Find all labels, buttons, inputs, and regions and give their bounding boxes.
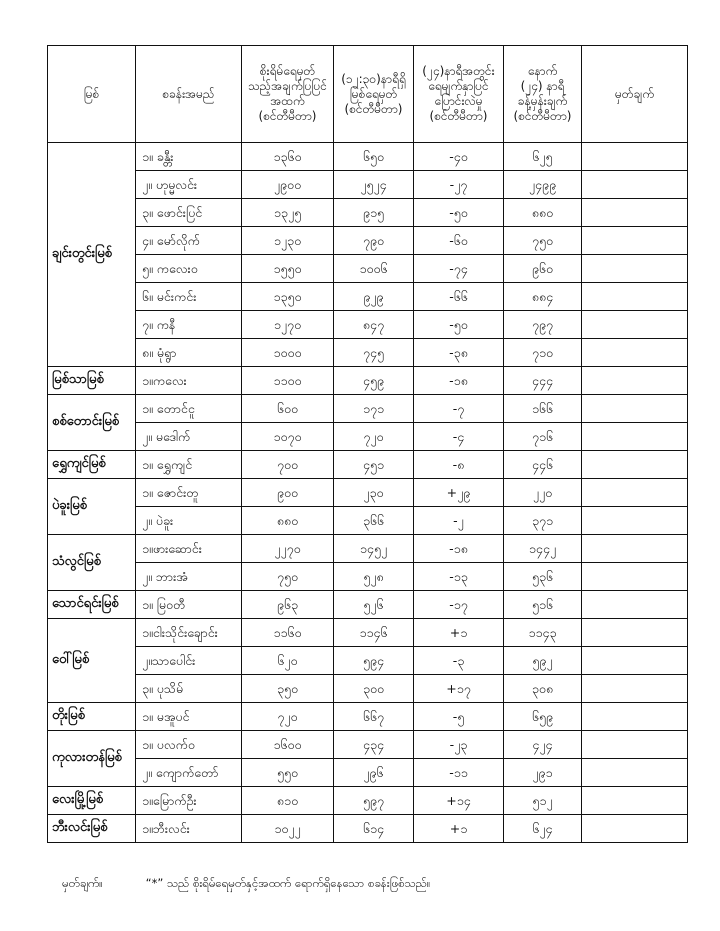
table-row — [48, 199, 688, 227]
table-row — [48, 479, 688, 507]
river-name: လေးမြို့မြစ် — [48, 787, 136, 815]
header-row — [48, 46, 688, 143]
river-name: သံလွင်မြစ် — [48, 535, 136, 591]
river-name: ချင်းတွင်းမြစ် — [48, 143, 136, 367]
forecast-cell: ၁၁၄၃ — [504, 619, 582, 647]
remarks-cell — [582, 647, 688, 675]
forecast-cell: ၁၆၆ — [504, 395, 582, 423]
table-row — [48, 283, 688, 311]
station-name: ၂။ ကျောက်တော် — [136, 759, 242, 787]
table-row — [48, 227, 688, 255]
table-row — [48, 647, 688, 675]
danger-level-cell: ၁၆၀၀ — [242, 731, 334, 759]
forecast-cell: ၃၀၈ — [504, 675, 582, 703]
forecast-cell: ၇၁၆ — [504, 423, 582, 451]
danger-level-cell: ၆၂၀ — [242, 647, 334, 675]
current-level-cell: ၆၅၀ — [334, 143, 414, 171]
station-name: ၁။ တောင်ငူ — [136, 395, 242, 423]
danger-level-cell: ၁၀၇၀ — [242, 423, 334, 451]
change-cell: -၄ — [414, 423, 504, 451]
forecast-cell: ၈၈၀ — [504, 199, 582, 227]
danger-level-cell: ၁၅၅၀ — [242, 255, 334, 283]
current-level-cell: ၈၄၇ — [334, 311, 414, 339]
river-name: ကုလားတန်မြစ် — [48, 731, 136, 787]
current-level-cell: ၅၂၆ — [334, 591, 414, 619]
danger-level-cell: ၁၀၂၂ — [242, 815, 334, 843]
current-level-cell: ၂၉၆ — [334, 759, 414, 787]
water-level-sheet — [47, 45, 687, 875]
forecast-cell: ၈၈၄ — [504, 283, 582, 311]
current-level-cell: ၁၄၅၂ — [334, 535, 414, 563]
change-cell: +၁ — [414, 815, 504, 843]
danger-level-cell: ၅၅၀ — [242, 759, 334, 787]
station-name: ၁။မြောက်ဦး — [136, 787, 242, 815]
remarks-cell — [582, 451, 688, 479]
remarks-cell — [582, 675, 688, 703]
footnote — [62, 876, 430, 893]
danger-level-cell: ၂၉၀၀ — [242, 171, 334, 199]
current-level-cell: ၄၅၉ — [334, 367, 414, 395]
station-name: ၁။ငါးသိုင်းချောင်း — [136, 619, 242, 647]
change-cell: -၁၈ — [414, 535, 504, 563]
station-name: ၁။ ခန္တီး — [136, 143, 242, 171]
remarks-cell — [582, 143, 688, 171]
station-name: ၁။ ပလက်ဝ — [136, 731, 242, 759]
forecast-cell: ၂၄၉၉ — [504, 171, 582, 199]
header-remarks: မှတ်ချက် — [582, 46, 688, 143]
table-row — [48, 591, 688, 619]
current-level-cell: ၁၇၁ — [334, 395, 414, 423]
current-level-cell: ၃၀၀ — [334, 675, 414, 703]
current-level-cell: ၇၂၀ — [334, 423, 414, 451]
remarks-cell — [582, 171, 688, 199]
station-name: ၁။ မြဝတီ — [136, 591, 242, 619]
table-row — [48, 815, 688, 843]
forecast-cell: ၄၂၄ — [504, 731, 582, 759]
current-level-cell: ၁၁၄၆ — [334, 619, 414, 647]
table-row — [48, 255, 688, 283]
danger-level-cell: ၈၈၀ — [242, 507, 334, 535]
forecast-cell: ၂၉၁ — [504, 759, 582, 787]
change-cell: -၅ — [414, 703, 504, 731]
change-cell: +၂၉ — [414, 479, 504, 507]
forecast-cell: ၅၁၂ — [504, 787, 582, 815]
danger-level-cell: ၃၅၀ — [242, 675, 334, 703]
forecast-cell: ၇၁၀ — [504, 339, 582, 367]
station-name: ၃။ ပုသိမ် — [136, 675, 242, 703]
danger-level-cell: ၇၅၀ — [242, 563, 334, 591]
current-level-cell: ၅၉၇ — [334, 787, 414, 815]
table-row — [48, 535, 688, 563]
change-cell: +၁ — [414, 619, 504, 647]
danger-level-cell: ၁၃၂၅ — [242, 199, 334, 227]
remarks-cell — [582, 367, 688, 395]
forecast-cell: ၇၉၇ — [504, 311, 582, 339]
remarks-cell — [582, 339, 688, 367]
table-row — [48, 507, 688, 535]
table-row — [48, 703, 688, 731]
header-forecast: နောက် (၂၄) နာရီ ခန့်မှန်းချက် (စင်တီမီတာ) — [504, 46, 582, 143]
danger-level-cell: ၁၂၃၀ — [242, 227, 334, 255]
header-danger-level: စိုးရိမ်ရေမှတ် သည့်အချက်ပြပြင် အထက် (စင်တီမီတာ) — [242, 46, 334, 143]
current-level-cell: ၉၂၉ — [334, 283, 414, 311]
forecast-cell: ၄၄၄ — [504, 367, 582, 395]
change-cell: -၁၁ — [414, 759, 504, 787]
change-cell: -၃ — [414, 647, 504, 675]
station-name: ၂။ ပဲခူး — [136, 507, 242, 535]
change-cell: -၂ — [414, 507, 504, 535]
forecast-cell: ၅၁၆ — [504, 591, 582, 619]
change-cell: -၃၈ — [414, 339, 504, 367]
remarks-cell — [582, 591, 688, 619]
river-name: ပဲခူးမြစ် — [48, 479, 136, 535]
station-name: ၁။ မအူပင် — [136, 703, 242, 731]
current-level-cell: ၄၅၁ — [334, 451, 414, 479]
river-water-level-table — [47, 45, 688, 843]
current-level-cell: ၇၄၅ — [334, 339, 414, 367]
remarks-cell — [582, 563, 688, 591]
station-name: ၁။ ရွှေကျင် — [136, 451, 242, 479]
change-cell: -၄၀ — [414, 143, 504, 171]
station-name: ၂။သာပေါင်း — [136, 647, 242, 675]
forecast-cell: ၄၄၆ — [504, 451, 582, 479]
change-cell: -၅၀ — [414, 199, 504, 227]
change-cell: +၁၄ — [414, 787, 504, 815]
station-name: ၁။ ဇောင်းတူ — [136, 479, 242, 507]
change-cell: -၆၆ — [414, 283, 504, 311]
forecast-cell: ၉၆၀ — [504, 255, 582, 283]
station-name: ၁။ကလေး — [136, 367, 242, 395]
current-level-cell: ၆၆၇ — [334, 703, 414, 731]
table-row — [48, 171, 688, 199]
forecast-cell: ၆၅၉ — [504, 703, 582, 731]
danger-level-cell: ၈၁၀ — [242, 787, 334, 815]
station-name: ၈။ မုံရွာ — [136, 339, 242, 367]
remarks-cell — [582, 507, 688, 535]
remarks-cell — [582, 423, 688, 451]
forecast-cell: ၅၉၂ — [504, 647, 582, 675]
current-level-cell: ၆၁၄ — [334, 815, 414, 843]
change-cell: -၂၃ — [414, 731, 504, 759]
current-level-cell: ၅၂၈ — [334, 563, 414, 591]
station-name: ၁။ဘီးလင်း — [136, 815, 242, 843]
river-name: သောင်ရင်းမြစ် — [48, 591, 136, 619]
change-cell: +၁၇ — [414, 675, 504, 703]
remarks-cell — [582, 311, 688, 339]
station-name: ၂။ မဒေါက် — [136, 423, 242, 451]
table-row — [48, 395, 688, 423]
remarks-cell — [582, 479, 688, 507]
change-cell: -၅၀ — [414, 311, 504, 339]
table-row — [48, 339, 688, 367]
danger-level-cell: ၁၀၀၀ — [242, 339, 334, 367]
danger-level-cell: ၆၀၀ — [242, 395, 334, 423]
footnote-label: မှတ်ချက်။ — [62, 876, 103, 890]
river-name: ဘီးလင်းမြစ် — [48, 815, 136, 843]
station-name: ၆။ မင်းကင်း — [136, 283, 242, 311]
station-name: ၂။ ဟုမ္မလင်း — [136, 171, 242, 199]
forecast-cell: ၆၂၄ — [504, 815, 582, 843]
danger-level-cell: ၉၀၀ — [242, 479, 334, 507]
remarks-cell — [582, 199, 688, 227]
station-name: ၅။ ကလေးဝ — [136, 255, 242, 283]
remarks-cell — [582, 703, 688, 731]
forecast-cell: ၂၂၀ — [504, 479, 582, 507]
forecast-cell: ၃၇၁ — [504, 507, 582, 535]
table-row — [48, 619, 688, 647]
table-row — [48, 143, 688, 171]
change-cell: -၆၀ — [414, 227, 504, 255]
current-level-cell: ၂၅၂၄ — [334, 171, 414, 199]
danger-level-cell: ၇၀၀ — [242, 451, 334, 479]
change-cell: -၁၃ — [414, 563, 504, 591]
remarks-cell — [582, 535, 688, 563]
forecast-cell: ၇၅၀ — [504, 227, 582, 255]
current-level-cell: ၃၆၆ — [334, 507, 414, 535]
current-level-cell: ၇၉၀ — [334, 227, 414, 255]
station-name: ၇။ ကနီ — [136, 311, 242, 339]
river-name: မြစ်သာမြစ် — [48, 367, 136, 395]
table-row — [48, 367, 688, 395]
station-name: ၃။ ဖောင်းပြင် — [136, 199, 242, 227]
table-row — [48, 759, 688, 787]
change-cell: -၈ — [414, 451, 504, 479]
current-level-cell: ၉၁၅ — [334, 199, 414, 227]
current-level-cell: ၅၉၄ — [334, 647, 414, 675]
remarks-cell — [582, 395, 688, 423]
river-name: ရွှေကျင်မြစ် — [48, 451, 136, 479]
table-body — [48, 143, 688, 843]
header-river: မြစ် — [48, 46, 136, 143]
table-row — [48, 311, 688, 339]
table-row — [48, 731, 688, 759]
table-row — [48, 675, 688, 703]
table-row — [48, 787, 688, 815]
forecast-cell: ၅၃၆ — [504, 563, 582, 591]
change-cell: -၁၈ — [414, 367, 504, 395]
remarks-cell — [582, 759, 688, 787]
remarks-cell — [582, 815, 688, 843]
danger-level-cell: ၂၂၇၀ — [242, 535, 334, 563]
header-current-level: (၁၂:၃၀)နာရီရှိ မြစ်ရေမှတ် (စင်တီမီတာ) — [334, 46, 414, 143]
change-cell: -၂၇ — [414, 171, 504, 199]
forecast-cell: ၆၂၅ — [504, 143, 582, 171]
station-name: ၂။ ဘားအံ — [136, 563, 242, 591]
table-row — [48, 563, 688, 591]
danger-level-cell: ၁၂၇၀ — [242, 311, 334, 339]
station-name: ၁။ဖားဆောင်း — [136, 535, 242, 563]
danger-level-cell: ၁၃၆၀ — [242, 143, 334, 171]
header-station: စခန်းအမည် — [136, 46, 242, 143]
current-level-cell: ၂၃၀ — [334, 479, 414, 507]
remarks-cell — [582, 731, 688, 759]
table-row — [48, 423, 688, 451]
current-level-cell: ၁၀၀၆ — [334, 255, 414, 283]
header-24h-change: (၂၄)နာရီအတွင်း ရေမျက်နှာပြင် ပြောင်းလဲမှု (စင်တီမီတာ) — [414, 46, 504, 143]
danger-level-cell: ၇၂၀ — [242, 703, 334, 731]
river-name: စစ်တောင်းမြစ် — [48, 395, 136, 451]
river-name: တိုးမြစ် — [48, 703, 136, 731]
change-cell: -၇ — [414, 395, 504, 423]
danger-level-cell: ၉၆၃ — [242, 591, 334, 619]
station-name: ၄။ မော်လိုက် — [136, 227, 242, 255]
change-cell: -၇၄ — [414, 255, 504, 283]
remarks-cell — [582, 283, 688, 311]
remarks-cell — [582, 255, 688, 283]
remarks-cell — [582, 787, 688, 815]
current-level-cell: ၄၃၄ — [334, 731, 414, 759]
danger-level-cell: ၁၁၆၀ — [242, 619, 334, 647]
remarks-cell — [582, 619, 688, 647]
forecast-cell: ၁၄၄၂ — [504, 535, 582, 563]
remarks-cell — [582, 227, 688, 255]
danger-level-cell: ၁၁၀၀ — [242, 367, 334, 395]
footnote-text: “*” သည် စိုးရိမ်ရေမှတ်နှင့်အထက် ရောက်ရှိနေသော စခန်းဖြစ်သည်။ — [145, 876, 431, 890]
table-row — [48, 451, 688, 479]
danger-level-cell: ၁၃၅၀ — [242, 283, 334, 311]
change-cell: -၁၇ — [414, 591, 504, 619]
river-name: ဝေါ်မြစ် — [48, 619, 136, 703]
